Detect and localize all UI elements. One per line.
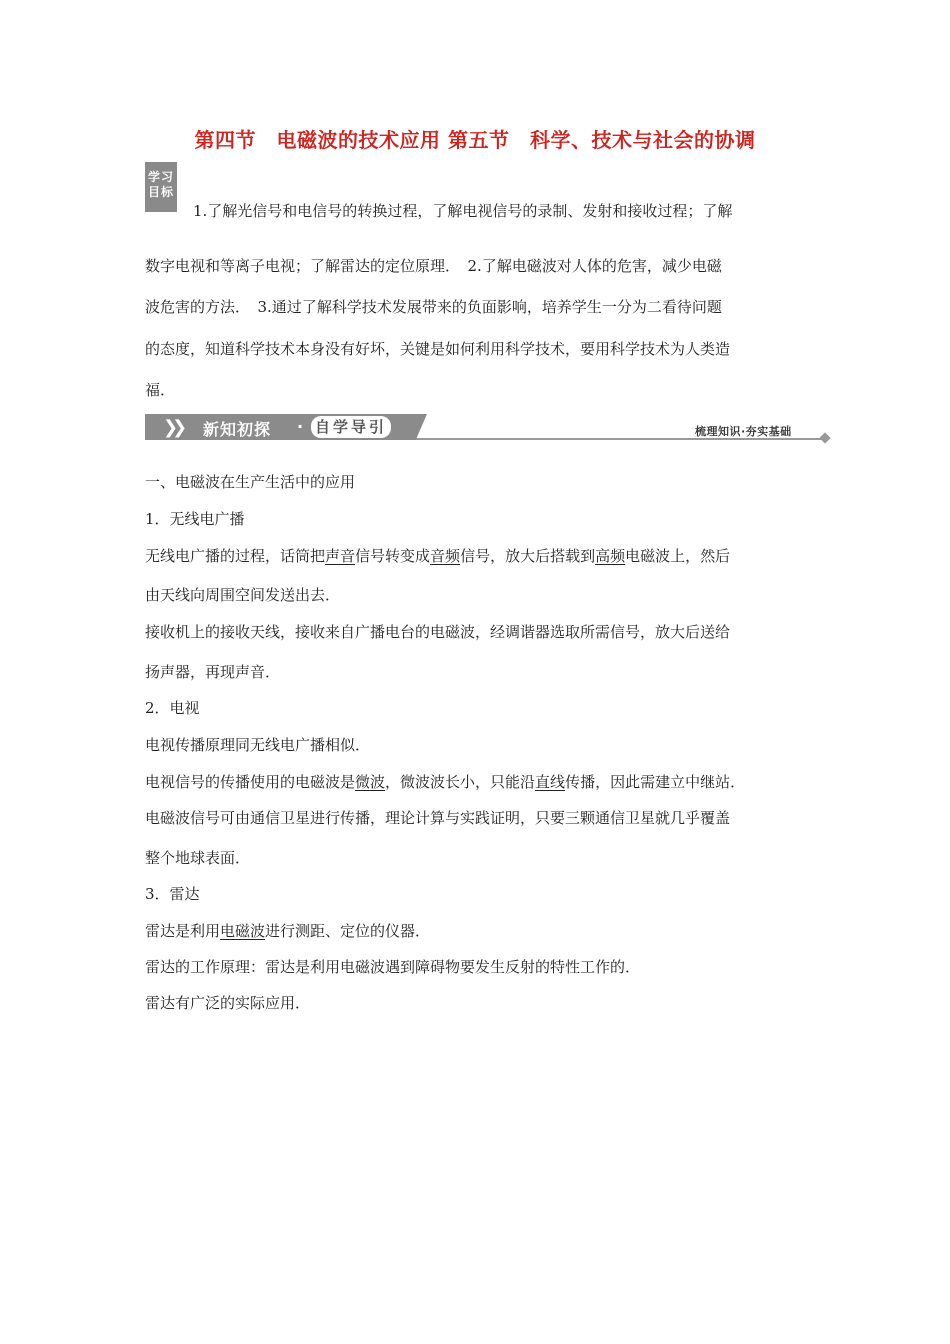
heading-tv: 2．电视 xyxy=(145,699,200,717)
banner-separator: · xyxy=(297,417,304,436)
underlined-term: 声音 xyxy=(325,547,356,565)
title-section-5: 第五节 科学、技术与社会的协调 xyxy=(447,128,756,152)
underlined-term: 音频 xyxy=(430,547,461,565)
text-span: 信号转变成 xyxy=(355,547,431,565)
tv-para-2 xyxy=(145,771,745,792)
text-span: 雷达是利用 xyxy=(145,922,221,940)
underlined-term: 微波 xyxy=(355,773,386,791)
section-heading: 一、电磁波在生产生活中的应用 xyxy=(145,473,356,491)
banner-subtitle: 梳理知识·夯实基础 xyxy=(695,425,792,438)
heading-radar: 3．雷达 xyxy=(145,885,200,903)
goals-line-4: 的态度，知道科学技术本身没有好坏，关键是如何利用科学技术，要用科学技术为人类造 xyxy=(145,340,731,358)
radar-para-1 xyxy=(145,920,430,941)
goals-line-3: 波危害的方法． 3.通过了解科学技术发展带来的负面影响，培养学生一分为二看待问题 xyxy=(145,298,722,316)
text-span: 电视信号的传播使用的电磁波是 xyxy=(145,773,356,791)
goals-line-2: 数字电视和等离子电视；了解雷达的定位原理． 2.了解电磁波对人体的危害，减少电磁 xyxy=(145,257,722,275)
tv-para-3-line-2: 整个地球表面． xyxy=(145,849,251,867)
underlined-term: 电磁波 xyxy=(220,922,266,940)
page-title xyxy=(0,124,950,153)
double-chevron-icon: ❯❯ xyxy=(163,417,182,438)
banner-title: 新知初探 xyxy=(203,420,272,439)
underlined-term: 高频 xyxy=(595,547,626,565)
goals-line-5: 福． xyxy=(145,381,176,399)
tv-para-1: 电视传播原理同无线电广播相似． xyxy=(145,736,371,754)
section-banner xyxy=(145,414,835,442)
text-span: 电磁波上，然后 xyxy=(625,547,731,565)
badge-line-2: 目标 xyxy=(147,185,174,199)
text-span: 传播，因此需建立中继站． xyxy=(565,773,746,791)
radar-para-3: 雷达有广泛的实际应用． xyxy=(145,994,311,1012)
heading-radio: 1．无线电广播 xyxy=(145,510,245,528)
banner-pill: 自学导引 xyxy=(311,416,391,438)
radio-para-1-line-2: 由天线向周围空间发送出去． xyxy=(145,586,341,604)
text-span: 信号，放大后搭载到 xyxy=(460,547,596,565)
radio-para-2-line-2: 扬声器，再现声音． xyxy=(145,663,281,681)
text-span: ，微波波长小，只能沿 xyxy=(385,773,536,791)
badge-line-1: 学习 xyxy=(147,170,174,184)
radar-para-2: 雷达的工作原理：雷达是利用电磁波遇到障碍物要发生反射的特性工作的． xyxy=(145,958,641,976)
diamond-icon xyxy=(819,432,830,443)
text-span: 进行测距、定位的仪器． xyxy=(265,922,431,940)
goals-line-1: 1.了解光信号和电信号的转换过程，了解电视信号的录制、发射和接收过程；了解 xyxy=(193,202,733,220)
radio-para-2-line-1: 接收机上的接收天线，接收来自广播电台的电磁波，经调谐器选取所需信号，放大后送给 xyxy=(145,623,731,641)
radio-para-1-line-1 xyxy=(145,545,730,566)
underlined-term: 直线 xyxy=(535,773,566,791)
title-section-4: 第四节 电磁波的技术应用 xyxy=(194,128,441,152)
text-span: 无线电广播的过程，话筒把 xyxy=(145,547,326,565)
tv-para-3-line-1: 电磁波信号可由通信卫星进行传播，理论计算与实践证明，只要三颗通信卫星就几乎覆盖 xyxy=(145,809,731,827)
learning-goals-badge xyxy=(145,162,177,212)
